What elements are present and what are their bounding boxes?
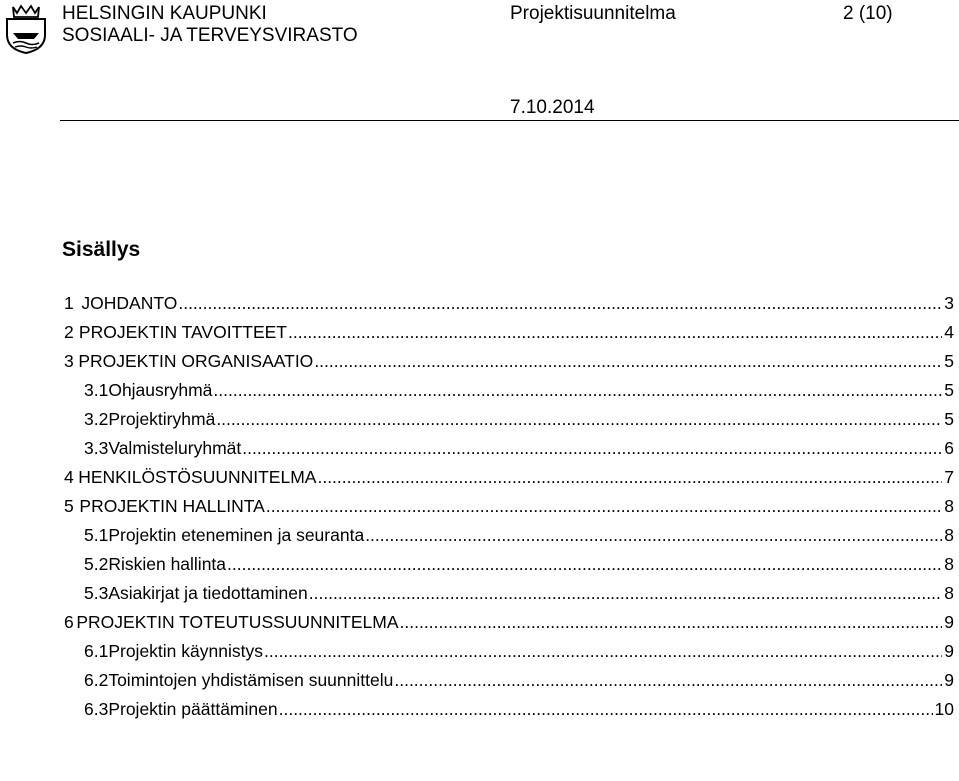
page-indicator: 2 (10) xyxy=(843,3,893,24)
page-header xyxy=(0,0,959,122)
toc-dot-leader xyxy=(216,408,942,430)
toc-entry-number: 3.1 xyxy=(84,380,109,400)
toc-entry-label: Riskien hallinta xyxy=(108,554,227,574)
toc-entry[interactable] xyxy=(84,379,954,401)
toc-entry[interactable] xyxy=(84,437,954,459)
toc-entry[interactable] xyxy=(84,524,954,546)
toc-entry-number: 5 xyxy=(64,496,74,516)
toc-entry-page: 3 xyxy=(944,293,954,313)
toc-dot-leader xyxy=(400,611,943,633)
toc-entry-number: 6.2 xyxy=(84,670,109,690)
organization-name xyxy=(62,3,358,47)
toc-entry-page: 8 xyxy=(944,496,954,516)
document-type: Projektisuunnitelma xyxy=(510,3,676,24)
toc-entry-number: 6 xyxy=(64,612,74,632)
toc-entry-number: 6.3 xyxy=(84,699,109,719)
toc-dot-leader xyxy=(264,640,942,662)
toc-entry-label: Projektiryhmä xyxy=(108,409,216,429)
toc-entry-label: Toimintojen yhdistämisen suunnittelu xyxy=(108,670,394,690)
toc-dot-leader xyxy=(242,437,942,459)
toc-entry-number: 3.2 xyxy=(84,409,109,429)
document-date: 7.10.2014 xyxy=(510,97,595,118)
toc-entry[interactable] xyxy=(64,495,954,517)
toc-entry-label: Valmisteluryhmät xyxy=(108,438,242,458)
toc-entry[interactable] xyxy=(84,640,954,662)
toc-entry-number: 6.1 xyxy=(84,641,109,661)
toc-heading: Sisällys xyxy=(62,238,141,261)
toc-entry-number: 5.2 xyxy=(84,554,109,574)
toc-entry-number: 2 xyxy=(64,322,74,342)
toc-entry-label: PROJEKTIN TOTEUTUSSUUNNITELMA xyxy=(76,612,399,632)
toc-entry-page: 7 xyxy=(944,467,954,487)
toc-dot-leader xyxy=(314,350,942,372)
toc-entry-page: 8 xyxy=(944,583,954,603)
toc-entry[interactable] xyxy=(84,408,954,430)
toc-entry-label: PROJEKTIN HALLINTA xyxy=(79,496,265,516)
toc-entry-label: Projektin päättäminen xyxy=(108,699,278,719)
organization-line-2: SOSIAALI- JA TERVEYSVIRASTO xyxy=(62,25,358,46)
toc-entry-page: 8 xyxy=(944,554,954,574)
toc-entry-number: 3.3 xyxy=(84,438,109,458)
toc-entry[interactable] xyxy=(84,582,954,604)
toc-entry[interactable] xyxy=(84,669,954,691)
toc-dot-leader xyxy=(178,292,942,314)
toc-dot-leader xyxy=(227,553,942,575)
toc-entry-page: 9 xyxy=(944,641,954,661)
toc-entry[interactable] xyxy=(84,698,954,720)
toc-entry-page: 5 xyxy=(944,380,954,400)
toc-entry-label: PROJEKTIN ORGANISAATIO xyxy=(78,351,314,371)
toc-entry-label: JOHDANTO xyxy=(81,293,178,313)
toc-entry-number: 5.3 xyxy=(84,583,109,603)
toc-dot-leader xyxy=(309,582,943,604)
toc-entry-label: Projektin eteneminen ja seuranta xyxy=(108,525,365,545)
toc-entry-label: Ohjausryhmä xyxy=(108,380,213,400)
toc-entry-number: 1 xyxy=(64,293,74,313)
toc-entry[interactable] xyxy=(64,350,954,372)
toc-entry-number: 3 xyxy=(64,351,74,371)
toc-entry-page: 8 xyxy=(944,525,954,545)
toc-entry[interactable] xyxy=(84,553,954,575)
helsinki-crest-icon xyxy=(3,3,49,55)
toc-entry-page: 4 xyxy=(944,322,954,342)
toc-dot-leader xyxy=(279,698,933,720)
toc-entry-label: PROJEKTIN TAVOITTEET xyxy=(78,322,287,342)
toc-entry[interactable] xyxy=(64,321,954,343)
toc-dot-leader xyxy=(394,669,942,691)
organization-line-1: HELSINGIN KAUPUNKI xyxy=(62,3,267,24)
toc-entry-label: HENKILÖSTÖSUUNNITELMA xyxy=(78,467,317,487)
header-divider xyxy=(60,120,959,121)
toc-entry-number: 4 xyxy=(64,467,74,487)
toc-entry-label: Asiakirjat ja tiedottaminen xyxy=(108,583,308,603)
toc-entry-page: 5 xyxy=(944,409,954,429)
toc-entry-page: 6 xyxy=(944,438,954,458)
toc-entry-label: Projektin käynnistys xyxy=(108,641,263,661)
toc-entry[interactable] xyxy=(64,611,954,633)
toc-entry[interactable] xyxy=(64,466,954,488)
toc-dot-leader xyxy=(213,379,942,401)
toc-dot-leader xyxy=(288,321,942,343)
toc-entry[interactable] xyxy=(64,292,954,314)
toc-entry-page: 5 xyxy=(944,351,954,371)
toc-entry-page: 9 xyxy=(944,670,954,690)
toc-entry-page: 10 xyxy=(934,699,954,719)
toc-dot-leader xyxy=(317,466,942,488)
toc-dot-leader xyxy=(365,524,942,546)
toc-entry-page: 9 xyxy=(944,612,954,632)
toc-dot-leader xyxy=(266,495,942,517)
toc-entry-number: 5.1 xyxy=(84,525,109,545)
